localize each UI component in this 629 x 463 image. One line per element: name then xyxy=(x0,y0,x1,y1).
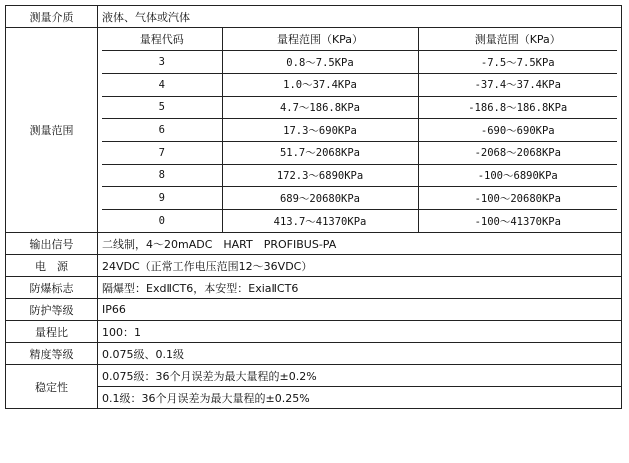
stability-value: 0.1级：36个月误差为最大量程的±0.25% xyxy=(98,387,622,409)
range-code: 9 xyxy=(102,187,222,210)
row-power xyxy=(6,255,622,277)
power-label: 电 源 xyxy=(6,255,98,277)
range-code: 4 xyxy=(102,73,222,96)
range-row xyxy=(102,96,617,119)
output-label: 输出信号 xyxy=(6,233,98,255)
row-stability-1 xyxy=(6,365,622,387)
range-row xyxy=(102,119,617,142)
range-measure: -100～41370KPa xyxy=(418,210,617,233)
stability-value: 0.075级：36个月误差为最大量程的±0.2% xyxy=(98,365,622,387)
range-span: 17.3～690KPa xyxy=(222,119,418,142)
turndown-label: 量程比 xyxy=(6,321,98,343)
explosion-value: 隔爆型：ExdⅡCT6，本安型：ExiaⅡCT6 xyxy=(98,277,622,299)
row-turndown xyxy=(6,321,622,343)
row-output xyxy=(6,233,622,255)
stability-label: 稳定性 xyxy=(6,365,98,409)
range-span: 4.7～186.8KPa xyxy=(222,96,418,119)
range-code: 6 xyxy=(102,119,222,142)
range-measure: -690～690KPa xyxy=(418,119,617,142)
range-span: 689～20680KPa xyxy=(222,187,418,210)
row-range xyxy=(6,28,622,233)
medium-value: 液体、气体或汽体 xyxy=(98,6,622,28)
output-value: 二线制，4～20mADC HART PROFIBUS-PA xyxy=(98,233,622,255)
power-value: 24VDC（正常工作电压范围12～36VDC） xyxy=(98,255,622,277)
range-header-measure: 测量范围（KPa） xyxy=(418,28,617,51)
row-stability-2 xyxy=(6,387,622,409)
range-code: 0 xyxy=(102,210,222,233)
medium-label: 测量介质 xyxy=(6,6,98,28)
row-medium xyxy=(6,6,622,28)
range-measure: -186.8～186.8KPa xyxy=(418,96,617,119)
row-protection xyxy=(6,299,622,321)
accuracy-label: 精度等级 xyxy=(6,343,98,365)
range-span: 413.7～41370KPa xyxy=(222,210,418,233)
range-span: 172.3～6890KPa xyxy=(222,164,418,187)
range-measure: -7.5～7.5KPa xyxy=(418,51,617,74)
range-row xyxy=(102,210,617,233)
range-measure: -100～20680KPa xyxy=(418,187,617,210)
explosion-label: 防爆标志 xyxy=(6,277,98,299)
range-span: 0.8～7.5KPa xyxy=(222,51,418,74)
range-header-code: 量程代码 xyxy=(139,33,184,47)
range-table xyxy=(102,28,617,232)
row-explosion xyxy=(6,277,622,299)
range-row xyxy=(102,141,617,164)
range-row xyxy=(102,51,617,74)
range-header-span: 量程范围（KPa） xyxy=(222,28,418,51)
range-cell xyxy=(98,28,622,233)
range-row xyxy=(102,73,617,96)
range-code: 8 xyxy=(102,164,222,187)
range-code: 7 xyxy=(102,141,222,164)
range-label: 测量范围 xyxy=(6,28,98,233)
protection-label: 防护等级 xyxy=(6,299,98,321)
row-accuracy xyxy=(6,343,622,365)
range-code: 5 xyxy=(102,96,222,119)
range-header-row xyxy=(102,28,617,51)
range-span: 51.7～2068KPa xyxy=(222,141,418,164)
range-measure: -2068～2068KPa xyxy=(418,141,617,164)
spec-table xyxy=(5,5,622,409)
protection-value: IP66 xyxy=(98,299,622,321)
range-measure: -37.4～37.4KPa xyxy=(418,73,617,96)
range-row xyxy=(102,187,617,210)
range-row xyxy=(102,164,617,187)
range-code: 3 xyxy=(102,51,222,74)
accuracy-value: 0.075级、0.1级 xyxy=(98,343,622,365)
range-span: 1.0～37.4KPa xyxy=(222,73,418,96)
turndown-value: 100：1 xyxy=(98,321,622,343)
range-measure: -100～6890KPa xyxy=(418,164,617,187)
